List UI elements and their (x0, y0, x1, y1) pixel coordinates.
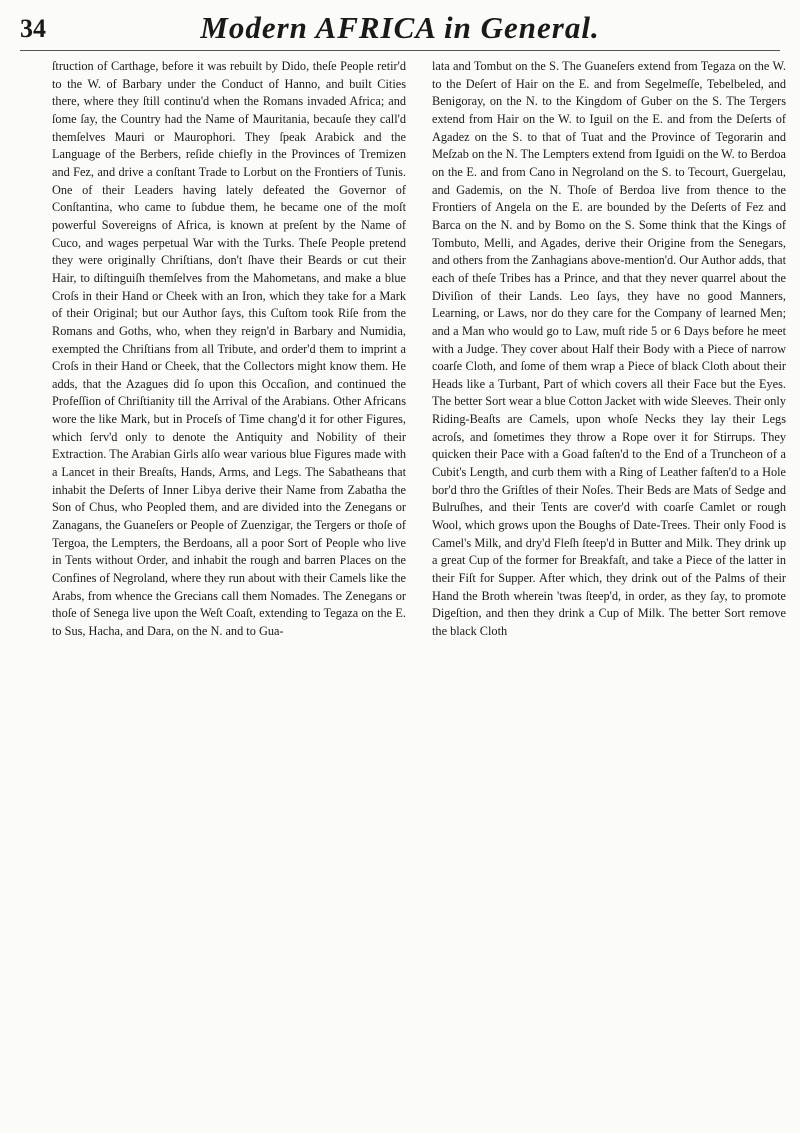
header-rule (20, 50, 780, 51)
right-column (432, 58, 786, 1123)
running-title: Modern AFRICA in General. (200, 10, 600, 45)
left-column (52, 58, 406, 1123)
right-column-text: lata and Tombut on the S. The Guaneſers extend from Tegaza on the W. to the Deſert of Hair on the E. and from Segelmeſſe, Tebelbeled, and Benigoray, on the N. to the Kingdom of Guber on the S. The Tergers extend from Hair on the W. to Iguil on the E. and from the Deſerts of Agadez on the S. to that of Tuat and the Province of Tegorarin and Meſzab on the N. The Lempters extend from Iguidi on the W. to Berdoa on the E. and from Cano in Negroland on the S. to Tecourt, Guergelau, and Gademis, on the N. Thoſe of Berdoa live from thence to the Frontiers of Angela on the E. are bounded by the Deſerts of Fez and Barca on the N. and by Bomo on the S. Some think that the Kings of Tombuto, Melli, and Agades, derive their Origine from the Senegars, and others from the Zanhagians above-mention'd. Our Author adds, that each of theſe Tribes has a Prince, and that they never quarrel about the Diviſion of their Lands. Leo ſays, they have no good Manners, Learning, or Laws, nor do they care for the Company of learned Men; and a Man who would go to Law, muſt ride 5 or 6 Days before he meet with a Judge. They cover about Half their Body with a Piece of narrow coarſe Cloth, and ſome of them wrap a Piece of black Cloth about their Heads like a Turbant, Part of which covers all their Face but the Eyes. The better Sort wear a blue Cotton Jacket with wide Sleeves. Their only Riding-Beaſts are Camels, upon whoſe Necks they lay their Legs acroſs, and ſometimes they throw a Rope over it for Stirrups. They quicken their Pace with a Goad faſten'd to the End of a Truncheon of a Cubit's Length, and curb them with a Ring of Leather faſten'd to a Hole bor'd thro the Griſtles of their Noſes. Their Beds are Mats of Sedge and Bulruſhes, and their Tents are cover'd with coarſe Camlet or rough Wool, which grows upon the Boughs of Date-Trees. Their only Food is Camel's Milk, and dry'd Fleſh ſteep'd in Butter and Milk. They drink up a great Cup of the former for Breakfaſt, and take a Piece of the latter in their Fiſt for Supper. After which, they drink out of the Palms of their Hand the Broth wherein 'twas ſteep'd, in order, as they ſay, to promote Digeſtion, and then they drink a Cup of Milk. The better Sort remove the black Cloth (432, 59, 786, 638)
page-header (14, 6, 786, 48)
page-number: 34 (20, 14, 46, 43)
left-column-text: ſtruction of Carthage, before it was rebuilt by Dido, theſe People retir'd to the W. of Barbary under the Conduct of Hanno, and built Cities there, where they ſtill continu'd when the Romans invaded Africa; and ſome ſay, the Country had the Name of Mauritania, becauſe they call'd themſelves Mauri or Maurophori. They ſpeak Arabick and the Language of the Berbers, reſide chiefly in the Provinces of Tremizen and Fez, and drive a conſtant Trade to Lorbut on the Frontiers of Tunis. One of their Leaders having lately defeated the Governor of Conſtantina, who came to ſubdue them, he became one of the moſt powerful Sovereigns of Africa, is known at preſent by the Name of Cuco, and wages perpetual War with the Turks. Theſe People pretend they were originally Chriſtians, don't ſhave their Beards or cut their Hair, to diſtinguiſh themſelves from the Mahometans, and make a blue Croſs in their Hand or Cheek with an Iron, which they take for a Mark of their Original; but our Author ſays, this Cuſtom took Riſe from the Romans and Goths, who, when they reign'd in Barbary and Numidia, exempted the Chriſtians from all Tribute, and order'd them to imprint a Croſs in their Hand or Cheek, that the Collectors might know them. He adds, that the Azagues did ſo upon this Occaſion, and continued the Profeſſion of Chriſtianity till the Arrival of the Arabians. Other Africans wore the like Mark, but in Proceſs of Time chang'd it for other Figures, which ſerv'd only to denote the Antiquity and Nobility of their Extraction. The Arabian Girls alſo wear various blue Figures made with a Lancet in their Breaſts, Hands, Arms, and Legs. The Sabatheans that inhabit the Deſerts of Inner Libya derive their Name from Zabatha the Son of Chus, who Peopled them, and are divided into the Zenegans or Zanagans, the Guaneſers or People of Zuenzigar, the Tergers or thoſe of Tergoa, the Lempters, the Berdoans, all a poor Sort of People who live in Tents without Order, and inhabit the rough and barren Places on the Confines of Negroland, where they run about with their Camels like the Arabs, from whence the Grecians call them Nomades. The Zenegans or thoſe of Senega live upon the Weſt Coaſt, extending to Tegaza on the E. to Sus, Hacha, and Dara, on the N. and to Gua- (52, 59, 406, 638)
text-columns (52, 58, 786, 1123)
